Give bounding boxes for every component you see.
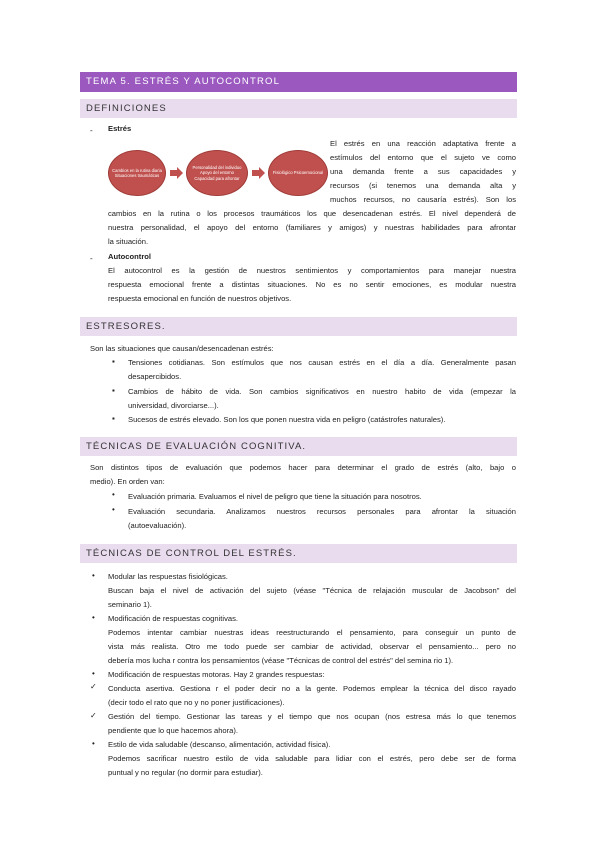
dash-marker: - xyxy=(90,126,93,135)
control-line: Gestión del tiempo. Gestionar las tareas y el tiempo que nos ocupan (nos estresa más lo que tenemos xyxy=(108,712,516,721)
square-bullet-icon: ▪ xyxy=(112,386,115,395)
control-line: Conducta asertiva. Gestiona r el poder decir no a la gente. Podemos emplear la técnica del disco rayado xyxy=(108,684,516,693)
control-line: seminario 1). xyxy=(108,600,152,609)
control-line: Podemos sacrificar nuestro estilo de vida saludable para lidiar con el estrés, pero debe ser de forma xyxy=(108,754,516,763)
control-line: Buscan baja el nivel de activación del sujeto (véase "Técnica de relajación muscular de Jacobson" del xyxy=(108,586,516,595)
section-heading-control: TÉCNICAS DE CONTROL DEL ESTRÉS. xyxy=(80,544,517,563)
estresor-item: desapercibidos. xyxy=(128,372,182,381)
control-line: debería mos lucha r contra los pensamientos (véase "Técnicas de control del estrés" del semina rio 1). xyxy=(108,656,454,665)
control-line: vista más realista. Otro me todo puede ser cambiar de actividad, observar el pensamiento... pero no xyxy=(108,642,516,651)
diagram-box-modulators: Personalidad del individuo Apoyo del entorno Capacidad para afrontar xyxy=(186,150,248,196)
diagram-box-responses: Fisiológico Psicoemocional xyxy=(268,150,328,196)
estres-label: Estrés xyxy=(108,124,132,133)
estres-paragraph-line: la situación. xyxy=(108,237,149,246)
evaluacion-item: Evaluación primaria. Evaluamos el nivel de peligro que tiene la situación para nosotros. xyxy=(128,492,422,501)
bullet-icon: • xyxy=(92,613,95,622)
control-line: pendiente que lo que hacemos ahora). xyxy=(108,726,239,735)
estresor-item: universidad, divorciarse...). xyxy=(128,401,219,410)
estres-line: muchos recursos, no causaría estrés). Son los xyxy=(330,195,516,204)
control-line: (decir todo el rato que no y no poner justificaciones). xyxy=(108,698,285,707)
bullet-icon: • xyxy=(112,505,115,514)
estres-line: una demanda frente a sus capacidades y xyxy=(330,167,516,176)
autocontrol-line: respuesta emocional en función de nuestros objetivos. xyxy=(108,294,292,303)
evaluacion-intro: Son distintos tipos de evaluación que podemos hacer para determinar el grado de estrés (alto, bajo o xyxy=(90,463,516,472)
estres-line: El estrés en una reacción adaptativa frente a xyxy=(330,139,516,148)
evaluacion-item: (autoevaluación). xyxy=(128,521,187,530)
diagram-box-causes: Cambios en la rutina diaria Situaciones traumáticas xyxy=(108,150,166,196)
control-line: puntual y no regular (no dormir para estudiar). xyxy=(108,768,263,777)
control-line: Modificación de respuestas motoras. Hay 2 grandes respuestas: xyxy=(108,670,325,679)
estresor-item: Sucesos de estrés elevado. Son los que ponen nuestra vida en peligro (catástrofes naturales). xyxy=(128,415,446,424)
autocontrol-label: Autocontrol xyxy=(108,252,152,261)
bullet-icon: • xyxy=(92,669,95,678)
control-line: Modular las respuestas fisiológicas. xyxy=(108,572,228,581)
bullet-icon: • xyxy=(112,490,115,499)
evaluacion-item: Evaluación secundaria. Analizamos nuestros recursos personales para afrontar la situación xyxy=(128,507,516,516)
control-line: Estilo de vida saludable (descanso, alimentación, actividad física). xyxy=(108,740,331,749)
estres-paragraph-line: nuestra personalidad, el apoyo del entorno (familiares y amigos) y nuestras habilidades para afrontar xyxy=(108,223,516,232)
control-line: Modificación de respuestas cognitivas. xyxy=(108,614,239,623)
autocontrol-line: El autocontrol es la gestión de nuestros sentimientos y comportamientos para manejar nuestra xyxy=(108,266,516,275)
square-bullet-icon: ▪ xyxy=(112,414,115,423)
estres-line: estímulos del entorno que el sujeto ve como xyxy=(330,153,516,162)
checkmark-icon: ✓ xyxy=(90,711,97,720)
stress-diagram xyxy=(108,150,328,196)
estresor-item: Cambios de hábito de vida. Son cambios significativos en nuestro habito de vida (empezar la xyxy=(128,387,516,396)
square-bullet-icon: ▪ xyxy=(112,357,115,366)
bullet-icon: • xyxy=(92,739,95,748)
section-heading-definiciones: DEFINICIONES xyxy=(80,99,517,118)
estresores-intro: Son las situaciones que causan/desencadenan estrés: xyxy=(90,344,274,353)
section-heading-estresores: ESTRESORES. xyxy=(80,317,517,336)
dash-marker: - xyxy=(90,254,93,263)
section-heading-evaluacion: TÉCNICAS DE EVALUACIÓN COGNITIVA. xyxy=(80,437,517,456)
estres-paragraph-line: cambios en la rutina o los procesos traumáticos los que desencadenan estrés. El nivel dependerá de xyxy=(108,209,516,218)
estresor-item: Tensiones cotidianas. Son estímulos que nos causan estrés en el día a día. Generalmente pasan xyxy=(128,358,516,367)
bullet-icon: • xyxy=(92,571,95,580)
autocontrol-line: respuesta emocional frente a distintas situaciones. No es no sentir emociones, es modular nuestra xyxy=(108,280,516,289)
evaluacion-intro: medio). En orden van: xyxy=(90,477,165,486)
checkmark-icon: ✓ xyxy=(90,682,97,691)
page-title: TEMA 5. ESTRÉS Y AUTOCONTROL xyxy=(80,72,517,92)
estres-line: recursos (si tenemos una demanda alta y xyxy=(330,181,516,190)
control-line: Podemos intentar cambiar nuestras ideas reestructurando el pensamiento, para conseguir un punto de xyxy=(108,628,516,637)
